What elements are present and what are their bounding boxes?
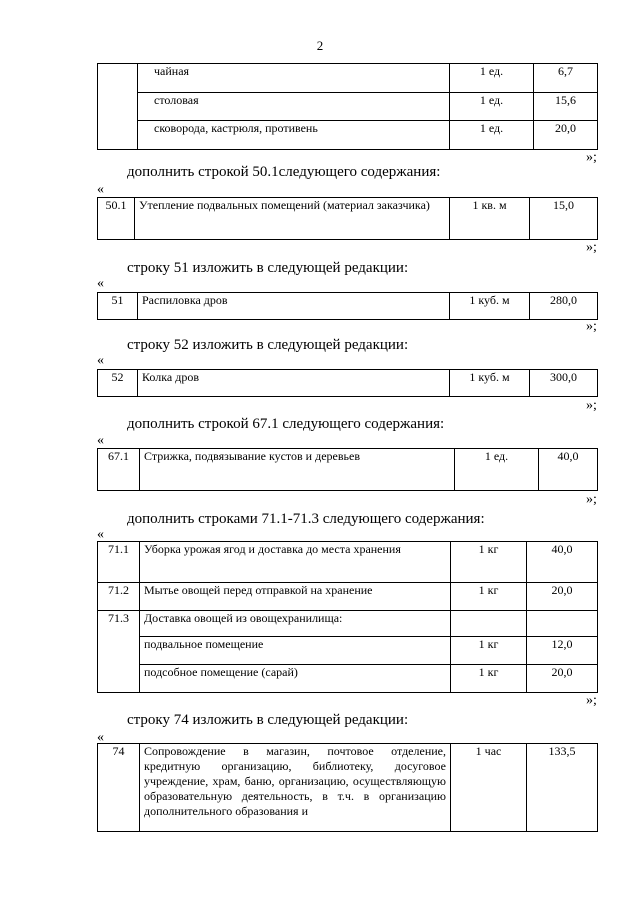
cell-price: 20,0 xyxy=(527,665,598,693)
section-heading: строку 74 изложить в следующей редакции: xyxy=(127,712,409,728)
cell-empty xyxy=(98,64,138,150)
cell-price: 40,0 xyxy=(527,542,598,583)
table-row xyxy=(98,449,598,491)
table-row xyxy=(98,93,598,121)
cell-price: 300,0 xyxy=(530,370,598,397)
cell-price: 15,6 xyxy=(534,93,598,121)
table-row xyxy=(98,611,598,637)
cell-unit: 1 ед. xyxy=(450,121,534,150)
quote-open: « xyxy=(97,182,104,197)
cell-num: 52 xyxy=(98,370,138,397)
cell-name: Колка дров xyxy=(138,370,450,397)
table-row xyxy=(98,744,598,832)
cell-name: Мытье овощей перед отправкой на хранение xyxy=(140,583,451,611)
page-number: 2 xyxy=(316,38,324,53)
cell-unit: 1 ед. xyxy=(450,64,534,93)
table-74 xyxy=(97,743,598,832)
table-67-1 xyxy=(97,448,598,491)
cell-price: 280,0 xyxy=(530,293,598,320)
quote-open: « xyxy=(97,433,104,448)
cell-unit: 1 кг xyxy=(451,637,527,665)
table-row xyxy=(98,583,598,611)
cell-price: 20,0 xyxy=(527,583,598,611)
table-continuation xyxy=(97,63,598,150)
table-row xyxy=(98,542,598,583)
section-heading: строку 52 изложить в следующей редакции: xyxy=(127,337,409,353)
cell-num: 74 xyxy=(98,744,140,832)
quote-close: »; xyxy=(586,150,597,165)
table-row xyxy=(98,121,598,150)
table-row xyxy=(98,293,598,320)
quote-close: »; xyxy=(586,492,597,507)
cell-num: 71.1 xyxy=(98,542,140,583)
quote-close: »; xyxy=(586,398,597,413)
cell-price xyxy=(527,611,598,637)
table-71 xyxy=(97,541,598,693)
quote-open: « xyxy=(97,527,104,542)
cell-unit: 1 кг xyxy=(451,665,527,693)
cell-unit: 1 ед. xyxy=(455,449,539,491)
table-row xyxy=(98,198,598,240)
cell-name: сковорода, кастрюля, противень xyxy=(138,121,450,150)
table-row xyxy=(98,637,598,665)
cell-name: Утепление подвальных помещений (материал заказчика) xyxy=(135,198,450,240)
cell-price: 15,0 xyxy=(530,198,598,240)
section-heading: дополнить строкой 50.1следующего содержания: xyxy=(127,164,441,180)
cell-name: подсобное помещение (сарай) xyxy=(140,665,451,693)
quote-open: « xyxy=(97,276,104,291)
cell-unit: 1 кв. м xyxy=(450,198,530,240)
section-heading: дополнить строкой 67.1 следующего содержания: xyxy=(127,416,445,432)
quote-close: »; xyxy=(586,319,597,334)
table-52 xyxy=(97,369,598,397)
cell-name: чайная xyxy=(138,64,450,93)
cell-name: Уборка урожая ягод и доставка до места хранения xyxy=(140,542,451,583)
quote-open: « xyxy=(97,353,104,368)
cell-price: 20,0 xyxy=(534,121,598,150)
cell-num: 71.3 xyxy=(98,611,140,693)
cell-name: Стрижка, подвязывание кустов и деревьев xyxy=(140,449,455,491)
cell-unit: 1 кг xyxy=(451,542,527,583)
quote-open: « xyxy=(97,730,104,745)
cell-price: 40,0 xyxy=(539,449,598,491)
quote-close: »; xyxy=(586,693,597,708)
cell-name: Распиловка дров xyxy=(138,293,450,320)
cell-name: Доставка овощей из овощехранилища: xyxy=(140,611,451,637)
cell-unit xyxy=(451,611,527,637)
cell-price: 6,7 xyxy=(534,64,598,93)
cell-unit: 1 ед. xyxy=(450,93,534,121)
cell-unit: 1 куб. м xyxy=(450,370,530,397)
quote-close: »; xyxy=(586,240,597,255)
table-row xyxy=(98,665,598,693)
cell-unit: 1 час xyxy=(451,744,527,832)
cell-name: подвальное помещение xyxy=(140,637,451,665)
section-heading: строку 51 изложить в следующей редакции: xyxy=(127,260,409,276)
section-heading: дополнить строками 71.1-71.3 следующего содержания: xyxy=(127,511,485,527)
table-row xyxy=(98,64,598,93)
cell-unit: 1 кг xyxy=(451,583,527,611)
cell-num: 67.1 xyxy=(98,449,140,491)
cell-price: 133,5 xyxy=(527,744,598,832)
cell-unit: 1 куб. м xyxy=(450,293,530,320)
table-51 xyxy=(97,292,598,320)
table-50-1 xyxy=(97,197,598,240)
cell-num: 71.2 xyxy=(98,583,140,611)
table-row xyxy=(98,370,598,397)
cell-name: Сопровождение в магазин, почтовое отделение, кредитную организацию, библиотеку, досуговое учреждение, храм, баню, организацию, осуществляющую образовательную деятельность, в т.ч. в организацию дополнительного образования и xyxy=(140,744,451,832)
cell-num: 50.1 xyxy=(98,198,135,240)
cell-name: столовая xyxy=(138,93,450,121)
cell-num: 51 xyxy=(98,293,138,320)
cell-price: 12,0 xyxy=(527,637,598,665)
